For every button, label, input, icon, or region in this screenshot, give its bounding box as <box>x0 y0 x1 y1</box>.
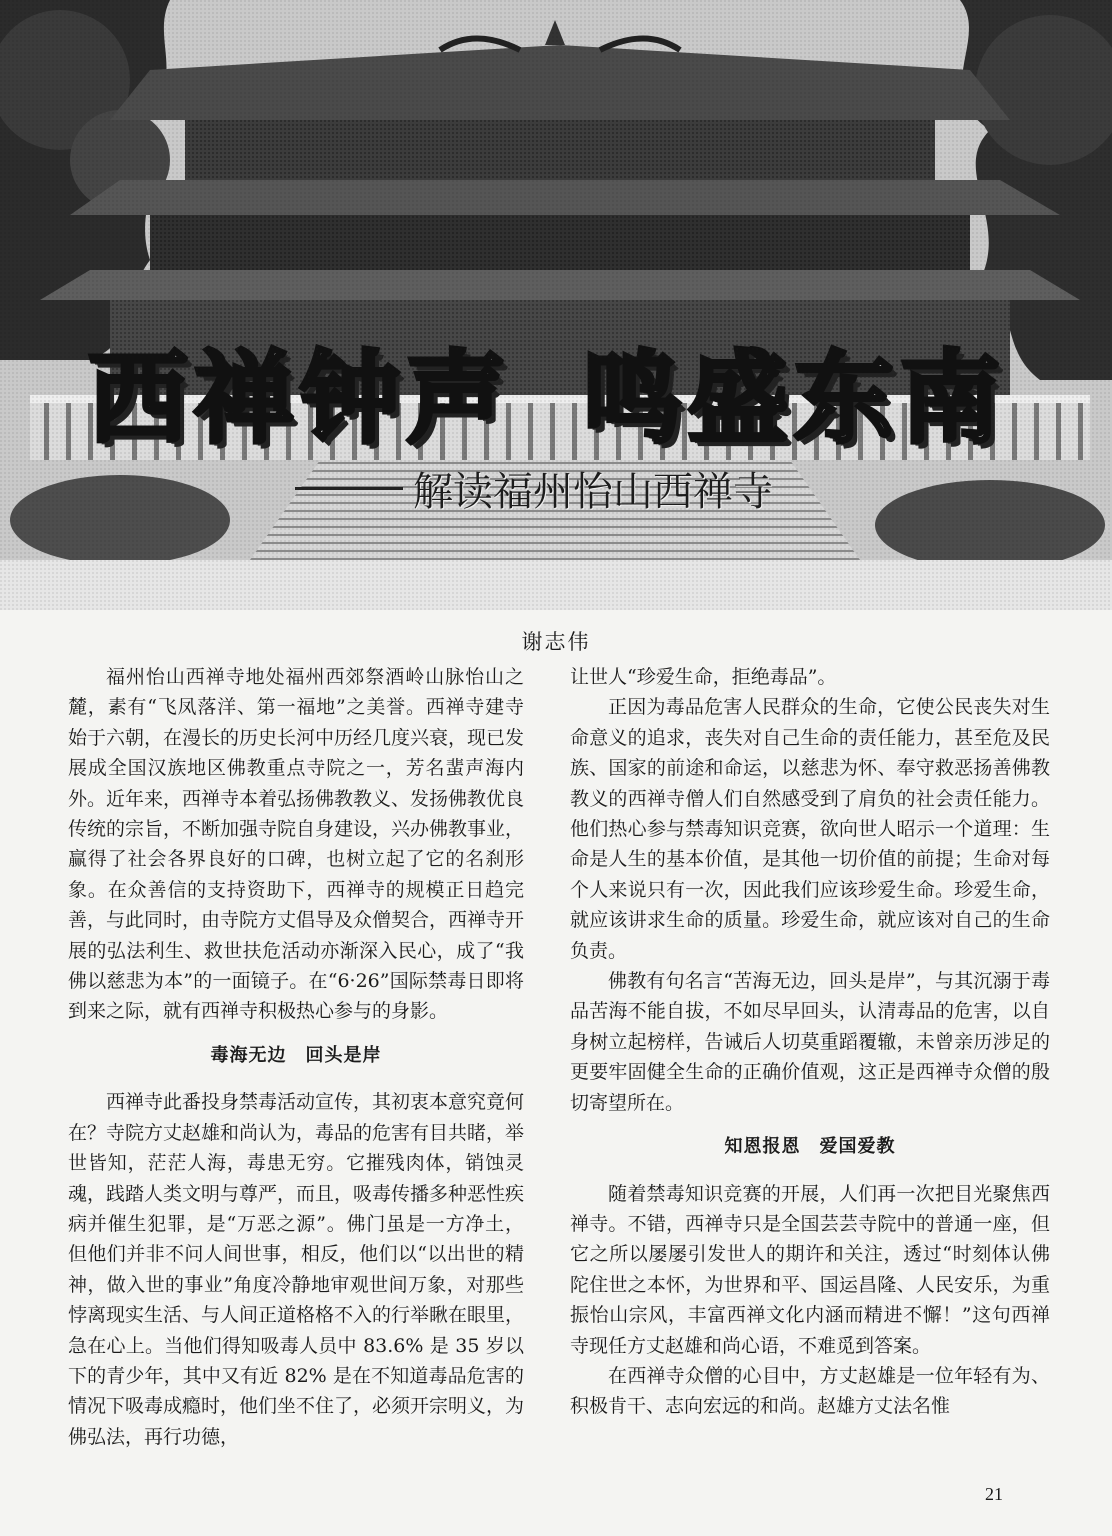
subtitle-text: 解读福州怡山西禅寺 <box>413 469 773 515</box>
section-heading: 知恩报恩 爱国爱教 <box>724 1136 896 1158</box>
page-subtitle <box>295 460 773 517</box>
page-title <box>88 318 1048 462</box>
article-column-right <box>570 662 1050 1422</box>
header-photo <box>0 0 1112 610</box>
temple-illustration <box>0 0 1112 610</box>
paragraph: 让世人“珍爱生命，拒绝毒品”。 <box>570 666 837 688</box>
paragraph: 随着禁毒知识竞赛的开展，人们再一次把目光聚焦西禅寺。不错，西禅寺只是全国芸芸寺院中的普通一座，但它之所以屡屡引发世人的期许和关注，透过“时刻体认佛陀住世之本怀，为世界和平、国运昌隆、人民安乐，为重振怡山宗风，丰富西禅文化内涵而精进不懈！”这句西禅寺现任方丈赵雄和尚心语，不难觅到答案。 <box>570 1182 1050 1357</box>
article-column-left <box>68 662 524 1452</box>
paragraph: 佛教有句名言“苦海无边，回头是岸”，与其沉溺于毒品苦海不能自拔，不如尽早回头，认清毒品的危害，以自身树立起榜样，告诫后人切莫重蹈覆辙，未曾亲历涉足的更要牢固健全生命的正确价值观，这正是西禅寺众僧的殷切寄望所在。 <box>570 970 1050 1114</box>
author-byline: 谢志伟 <box>521 630 591 654</box>
paragraph: 西禅寺此番投身禁毒活动宣传，其初衷本意究竟何在？寺院方丈赵雄和尚认为，毒品的危害有目共睹，举世皆知，茫茫人海，毒患无穷。它摧残肉体，销蚀灵魂，践踏人类文明与尊严，而且，吸毒传播多种恶性疾病并催生犯罪，是“万恶之源”。佛门虽是一方净土，但他们并非不问人间世事，相反，他们以“以出世的精神，做入世的事业”角度冷静地审观世间万象，对那些悖离现实生活、与人间正道格格不入的行举瞅在眼里，急在心上。当他们得知吸毒人员中 83.6% 是 35 岁以下的青少年，其中又有近 82% 是在不知道毒品危害的情况下吸毒成瘾时，他们坐不住了，必须开宗明义，为佛弘法，再行功德， <box>68 1091 525 1448</box>
subtitle-dash <box>295 487 403 490</box>
page-number: 21 <box>985 1484 1003 1504</box>
section-heading: 毒海无边 回头是岸 <box>210 1044 382 1066</box>
paragraph: 福州怡山西禅寺地处福州西郊祭酒岭山脉怡山之麓，素有“飞凤落洋、第一福地”之美誉。西禅寺建寺始于六朝，在漫长的历史长河中历经几度兴衰，现已发展成全国汉族地区佛教重点寺院之一，芳名蜚声海内外。近年来，西禅寺本着弘扬佛教教义、发扬佛教优良传统的宗旨，不断加强寺院自身建设，兴办佛教事业，赢得了社会各界良好的口碑，也树立起了它的名刹形象。在众善信的支持资助下，西禅寺的规模正日趋完善，与此同时，由寺院方丈倡导及众僧契合，西禅寺开展的弘法利生、救世扶危活动亦渐深入民心，成了“我佛以慈悲为本”的一面镜子。在“6·26”国际禁毒日即将到来之际，就有西禅寺积极热心参与的身影。 <box>68 666 525 1023</box>
title-part-2: 鸣盛东南 <box>582 340 1006 457</box>
paragraph: 正因为毒品危害人民群众的生命，它使公民丧失对生命意义的追求，丧失对自己生命的责任能力，甚至危及民族、国家的前途和命运，以慈悲为怀、奉守救恶扬善佛教教义的西禅寺僧人们自然感受到了肩负的社会责任能力。他们热心参与禁毒知识竞赛，欲向世人昭示一个道理：生命是人生的基本价值，是其他一切价值的前提；生命对每个人来说只有一次，因此我们应该珍爱生命。珍爱生命，就应该讲求生命的质量。珍爱生命，就应该对自己的生命负责。 <box>570 696 1050 962</box>
paragraph: 在西禅寺众僧的心目中，方丈赵雄是一位年轻有为、积极肯干、志向宏远的和尚。赵雄方丈法名惟 <box>570 1364 1050 1418</box>
title-part-1: 西禅钟声 <box>88 340 512 457</box>
